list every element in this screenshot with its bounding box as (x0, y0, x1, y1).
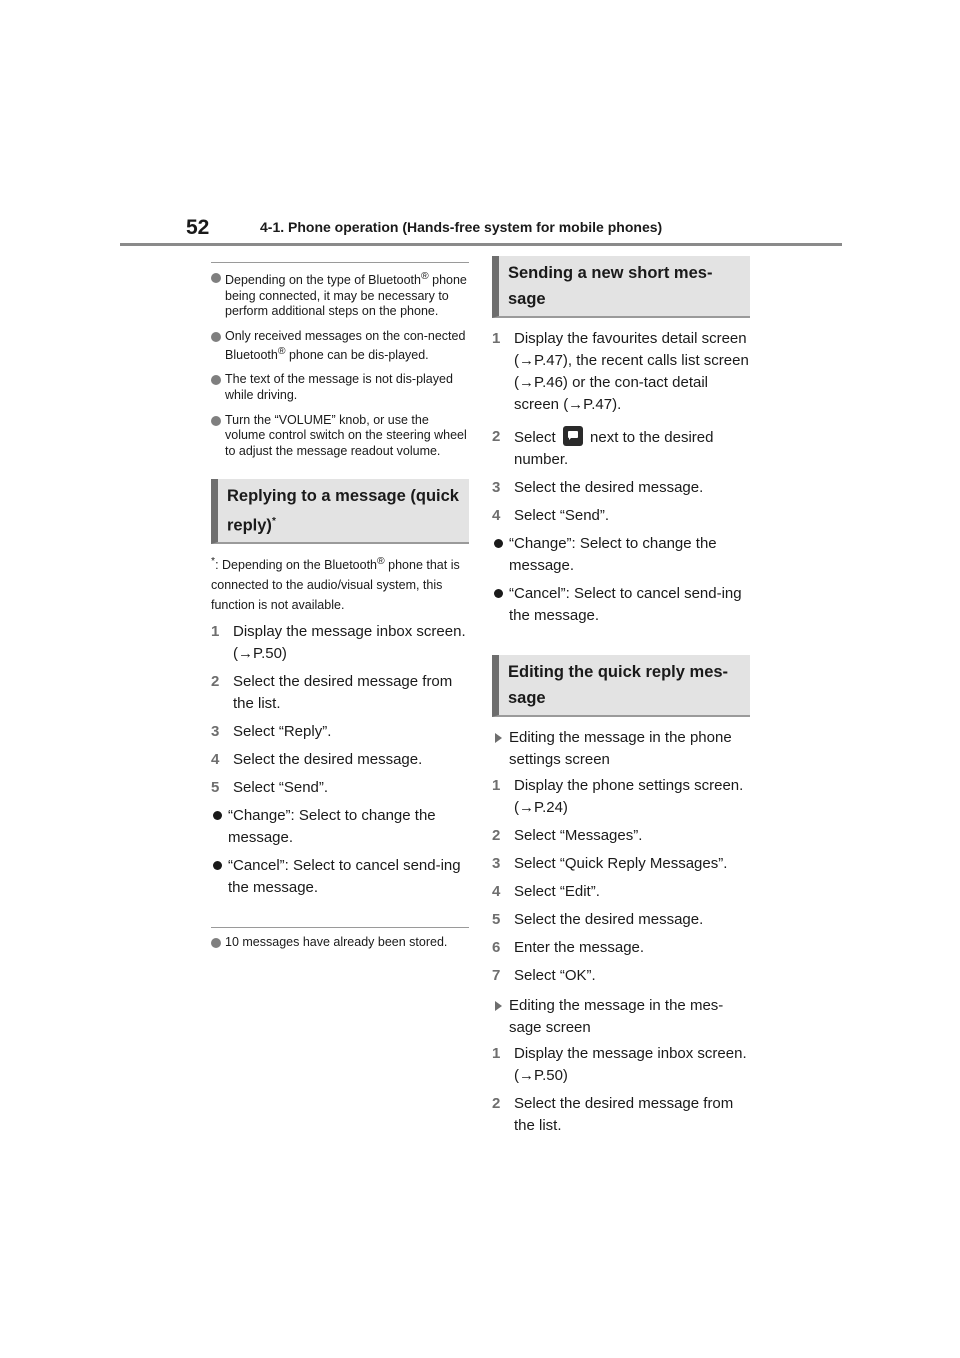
step-item: 3 Select “Reply”. (211, 723, 332, 741)
notes-top (211, 262, 469, 460)
section-heading-reply: Replying to a message (quick reply)* (211, 479, 469, 545)
sub-heading: Editing the message in the phone settings screen (492, 727, 750, 771)
header-rule (120, 243, 842, 246)
header-title: 4-1. Phone operation (Hands-free system for mobile phones) (260, 219, 663, 235)
edit-steps-settings (492, 775, 750, 987)
reply-bullets (211, 805, 469, 899)
page-header (120, 210, 842, 246)
reply-steps (211, 621, 469, 799)
bullet-item: “Cancel”: Select to cancel send-ing the message. (211, 855, 469, 899)
step-item: 3 Select the desired message. (492, 479, 704, 496)
send-steps (492, 328, 750, 527)
bullet-dot-icon (494, 539, 503, 548)
step-item: 1 Display the message inbox screen. (→P.50) (492, 1045, 747, 1084)
footnote: *: Depending on the Bluetooth® phone that is connected to the audio/visual system, this function is not available. (211, 556, 460, 613)
bullet-dot-icon (211, 375, 221, 385)
bullet-dot-icon (494, 589, 503, 598)
send-bullets (492, 533, 750, 627)
step-item: 6 Enter the message. (492, 939, 645, 956)
step-item: 2 Select “Messages”. (492, 827, 643, 844)
note-item: 10 messages have already been stored. (211, 935, 469, 951)
page-number: 52 (186, 216, 210, 239)
step-item: 1 Display the message inbox screen. (→P.50) (211, 623, 466, 663)
note-item: Only received messages on the con-nected Bluetooth® phone can be dis-played. (211, 329, 469, 363)
step-item: 3 Select “Quick Reply Messages”. (492, 855, 728, 872)
bullet-dot-icon (211, 332, 221, 342)
bullet-item: “Change”: Select to change the message. (492, 533, 750, 577)
triangle-icon (495, 1001, 502, 1011)
bullet-item: “Change”: Select to change the message. (211, 805, 469, 849)
section-heading-edit: Editing the quick reply mes-sage (492, 655, 750, 717)
edit-steps-message (492, 1043, 750, 1137)
bullet-dot-icon (211, 273, 221, 283)
bullet-dot-icon (213, 811, 222, 820)
left-column (211, 262, 469, 960)
step-item: 4 Select the desired message. (211, 751, 423, 769)
message-icon (563, 426, 583, 446)
step-item: 1 Display the favourites detail screen (→P.47), the recent calls list screen (→P.46) or the con-tact detail screen (→P.47). (492, 330, 749, 413)
right-column (492, 256, 750, 1143)
bullet-dot-icon (213, 861, 222, 870)
sub-heading: Editing the message in the mes-sage screen (492, 995, 750, 1039)
note-item: Depending on the type of Bluetooth® phone being connected, it may be necessary to perform additional steps on the phone. (211, 270, 469, 320)
notes-bottom (211, 927, 469, 951)
note-item: The text of the message is not dis-played while driving. (211, 372, 469, 403)
step-item: 2 Select the desired message from the list. (492, 1095, 734, 1134)
bullet-dot-icon (211, 938, 221, 948)
step-item: 4 Select “Send”. (492, 507, 610, 524)
step-item: 2 Select next to the desired number. (492, 428, 714, 468)
bullet-dot-icon (211, 416, 221, 426)
step-item: 2 Select the desired message from the list. (211, 673, 453, 713)
bullet-item: “Cancel”: Select to cancel send-ing the message. (492, 583, 750, 627)
step-item: 7 Select “OK”. (492, 967, 596, 984)
step-item: 5 Select the desired message. (492, 911, 704, 928)
step-item: 1 Display the phone settings screen. (→P.24) (492, 777, 744, 816)
section-heading-send: Sending a new short mes-sage (492, 256, 750, 318)
note-item: Turn the “VOLUME” knob, or use the volume control switch on the steering wheel to adjust the message readout volume. (211, 413, 469, 460)
step-item: 5 Select “Send”. (211, 779, 329, 797)
step-item: 4 Select “Edit”. (492, 883, 600, 900)
triangle-icon (495, 733, 502, 743)
